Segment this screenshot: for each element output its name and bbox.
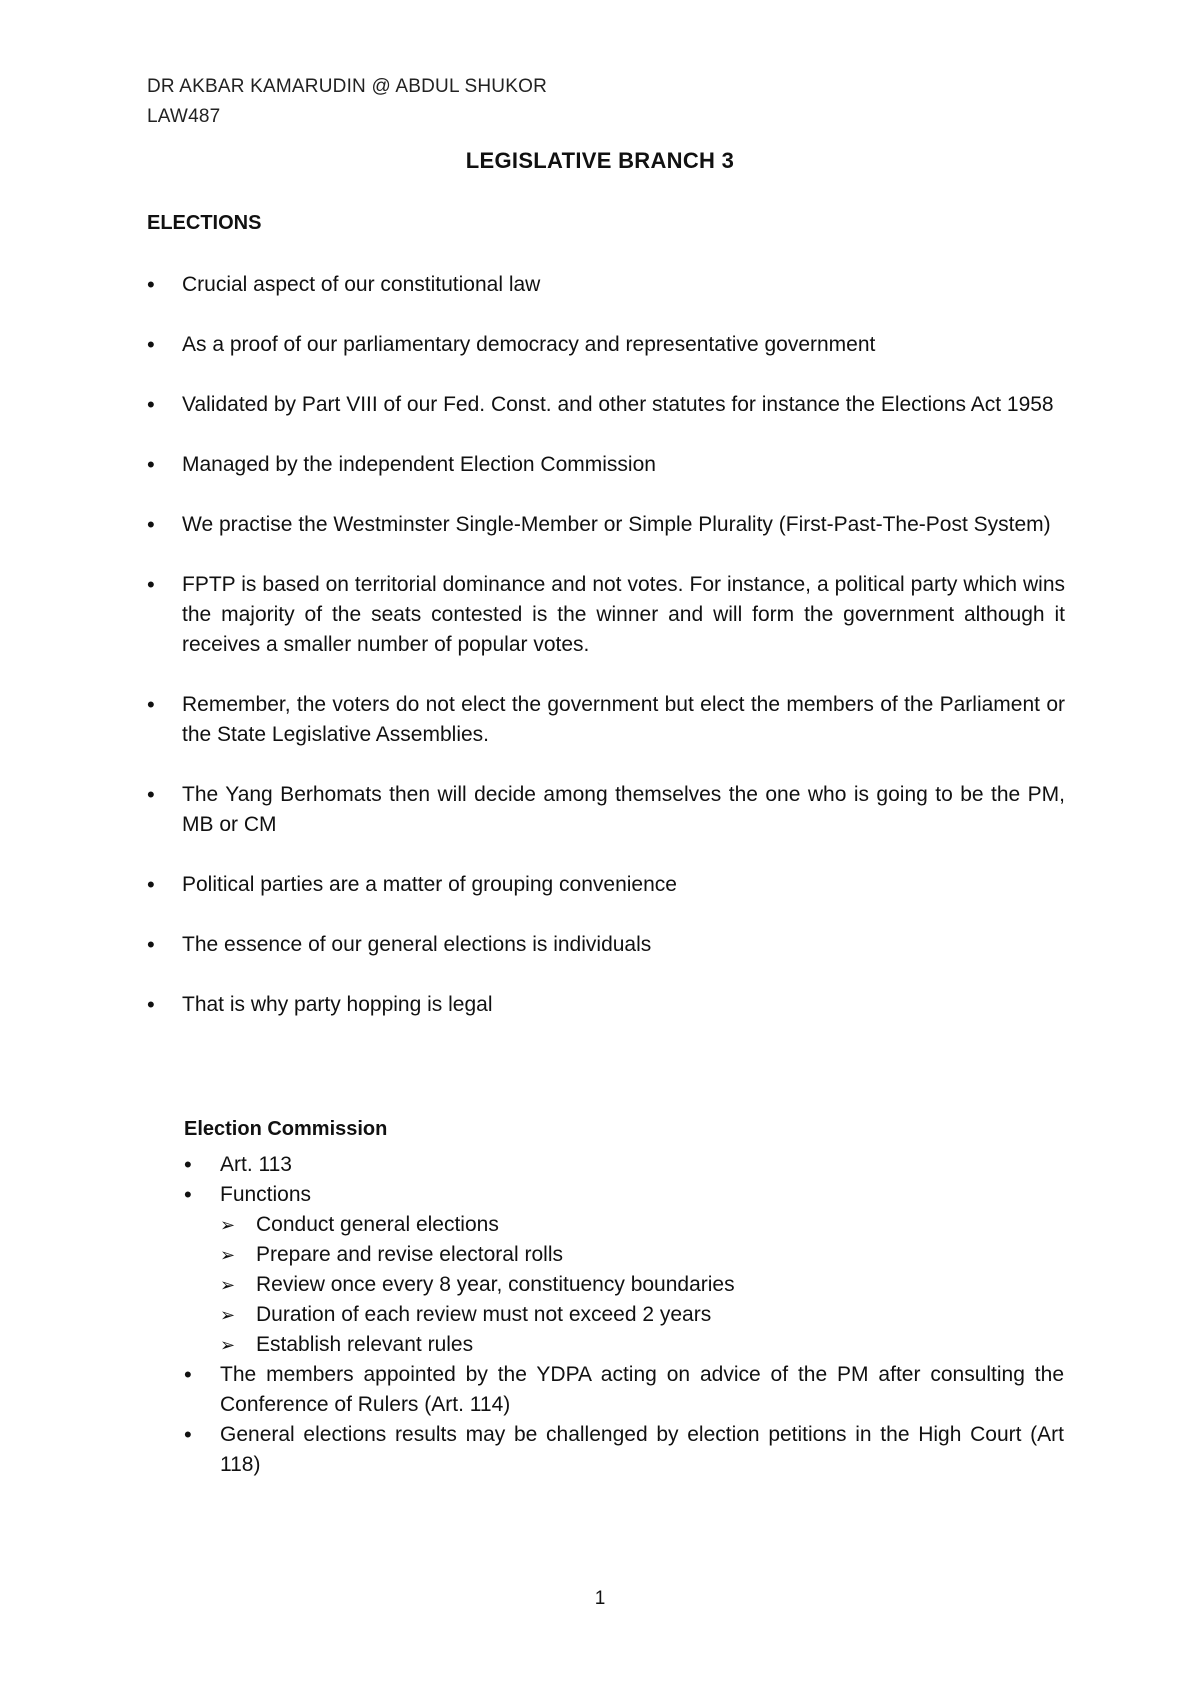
list-item: • Validated by Part VIII of our Fed. Const. and other statutes for instance the Elections Act 1958 [147, 390, 1065, 420]
elections-bullet-list [147, 270, 1065, 1050]
function-item: ➢ Establish relevant rules [220, 1330, 1064, 1360]
list-item: • As a proof of our parliamentary democracy and representative government [147, 330, 1065, 360]
election-commission-list [184, 1150, 1064, 1480]
document-header [147, 72, 547, 132]
list-item: • FPTP is based on territorial dominance and not votes. For instance, a political party which wins the majority of the seats contested is the winner and will form the government although it receives a smaller number of popular votes. [147, 570, 1065, 660]
ec-functions-item [184, 1180, 1064, 1360]
function-item: ➢ Prepare and revise electoral rolls [220, 1240, 1064, 1270]
list-item: • The essence of our general elections is individuals [147, 930, 1065, 960]
functions-sublist [220, 1210, 1064, 1360]
function-item: ➢ Review once every 8 year, constituency boundaries [220, 1270, 1064, 1300]
section-heading-elections: ELECTIONS [147, 212, 262, 234]
list-item: • Crucial aspect of our constitutional law [147, 270, 1065, 300]
author-name: DR AKBAR KAMARUDIN @ ABDUL SHUKOR [147, 76, 547, 97]
list-item: • That is why party hopping is legal [147, 990, 1065, 1020]
function-item: ➢ Conduct general elections [220, 1210, 1064, 1240]
page-title: LEGISLATIVE BRANCH 3 [465, 148, 735, 173]
ec-petitions-item: • General elections results may be challenged by election petitions in the High Court (Art 118) [184, 1420, 1064, 1480]
list-item: • Remember, the voters do not elect the government but elect the members of the Parliament or the State Legislative Assemblies. [147, 690, 1065, 750]
functions-label: Functions [220, 1183, 312, 1206]
ec-members-item: • The members appointed by the YDPA acting on advice of the PM after consulting the Conference of Rulers (Art. 114) [184, 1360, 1064, 1420]
list-item: • We practise the Westminster Single-Member or Simple Plurality (First-Past-The-Post System) [147, 510, 1065, 540]
course-code: LAW487 [147, 106, 221, 127]
list-item: • Managed by the independent Election Commission [147, 450, 1065, 480]
election-commission-heading: Election Commission [184, 1118, 388, 1140]
function-item: ➢ Duration of each review must not exceed 2 years [220, 1300, 1064, 1330]
ec-article-item: • Art. 113 [184, 1150, 1064, 1180]
list-item: • The Yang Berhomats then will decide among themselves the one who is going to be the PM, MB or CM [147, 780, 1065, 840]
page-number: 1 [594, 1588, 606, 1609]
list-item: • Political parties are a matter of grouping convenience [147, 870, 1065, 900]
